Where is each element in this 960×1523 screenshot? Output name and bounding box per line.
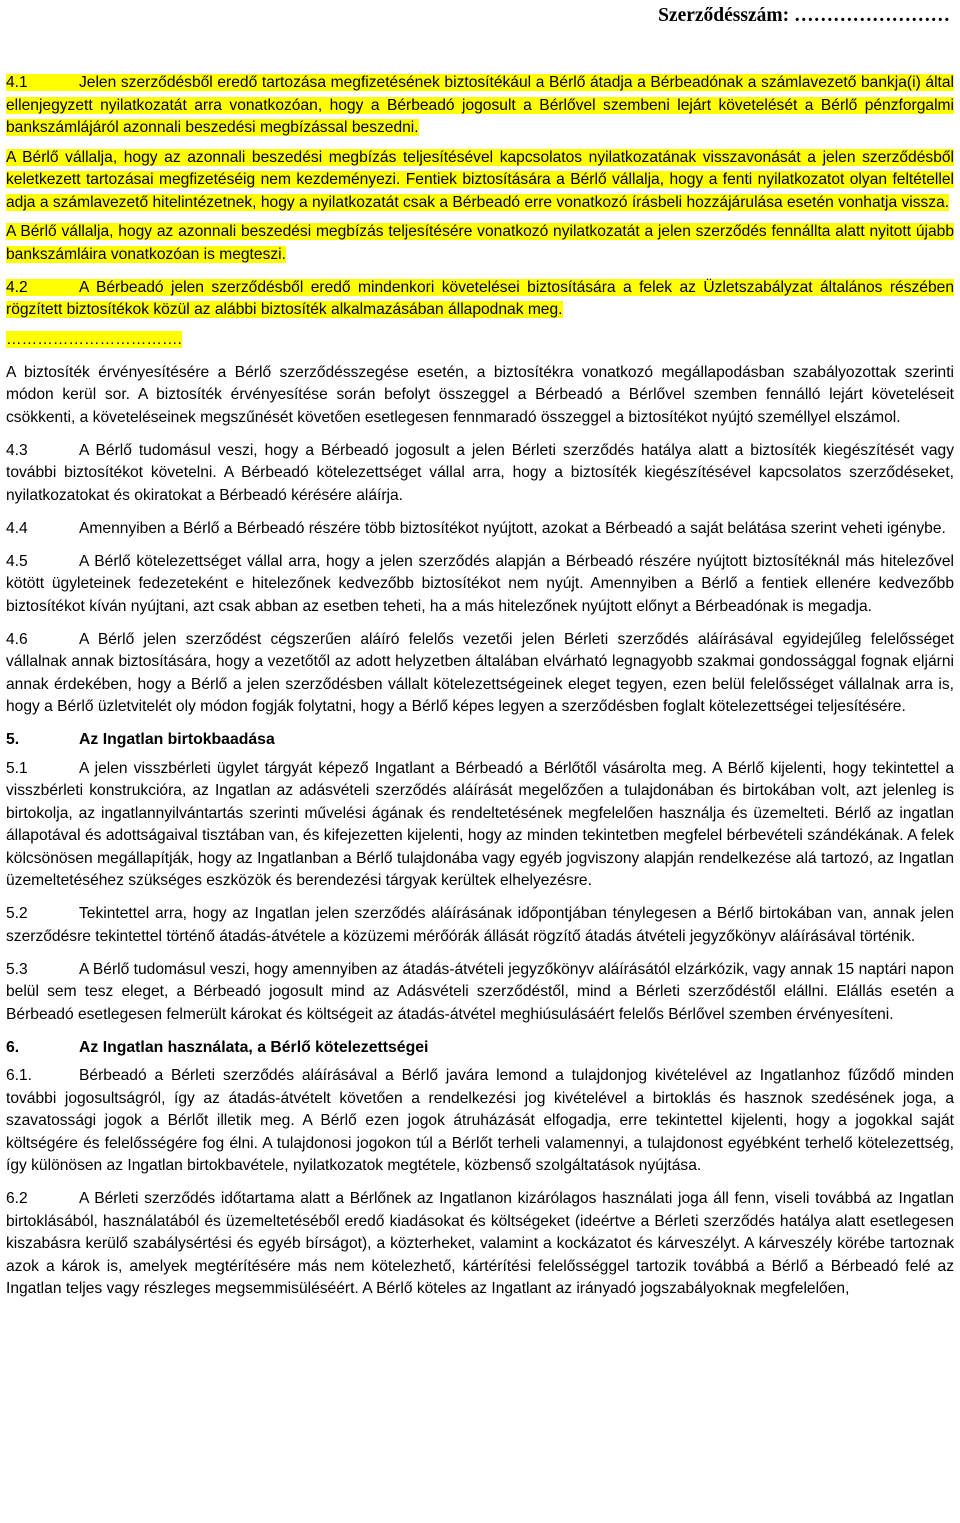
- section-title: Az Ingatlan használata, a Bérlő kötelezettségei: [79, 1038, 429, 1056]
- paragraph-text: Jelen szerződésből eredő tartozása megfizetésének biztosítékául a Bérlő átadja a Bérbeadónak a számlavezető bankja(i) által ellenjegyzett nyilatkozatát arra vonatkozóan, hogy a Bérbeadó jogosult a Bérlővel szembeni lejárt követelését a Bérlő pénzforgalmi bankszámlájáról azonnali beszedési megbízással beszedni.: [6, 74, 954, 136]
- paragraph-6-1: [6, 1065, 954, 1178]
- paragraph-4-1-c: [6, 221, 954, 266]
- paragraph-text: Tekintettel arra, hogy az Ingatlan jelen szerződés aláírásának időpontjában ténylegesen a Bérlő birtokában van, annak jelen szerződésre tekintettel történő átadás-átvétele a közüzemi mérőórák állását rögzítő átadás átvételi jegyzőkönyv aláírásával történik.: [6, 905, 954, 945]
- paragraph-6-2: [6, 1188, 954, 1301]
- paragraph-text: Bérbeadó a Bérleti szerződés aláírásával a Bérlő javára lemond a tulajdonjog kivételével az Ingatlanhoz fűződő minden további jogosultságról, így az átadás-átvételt követően a rendelkezési jog kivételével a birtoklás és hasznok szedésének joga, a szavatossági jogok a Bérlőt illetik meg. A Bérlő ezen jogok átruházását elfogadja, erre tekintettel kijelenti, hogy a jogokkal saját költségére és felelősségére fog élni. A tulajdonosi jogokon túl a Bérlőt terheli valamennyi, a tulajdonost egyébként terhelő kötelezettség, így különösen az Ingatlan birtokbavétele, nyilatkozatok megtétele, közbenső szolgáltatások nyújtása.: [6, 1067, 954, 1174]
- section-number: 4.1: [6, 74, 28, 91]
- section-number: 4.6: [6, 630, 28, 648]
- paragraph-text: A Bérlő vállalja, hogy az azonnali beszedési megbízás teljesítésére vonatkozó nyilatkozatát a jelen szerződés fennállta alatt nyitott újabb bankszámláira vonatkozóan is megteszi.: [6, 223, 954, 263]
- paragraph-4-5: [6, 551, 954, 619]
- section-number: 4.5: [6, 552, 28, 570]
- paragraph-text: A Bérlő kötelezettséget vállal arra, hogy a jelen szerződés alapján a Bérbeadó részére nyújtott biztosítéknál más hitelezővel kötött ügyleteinek fedezeteként e hitelezőnek kedvezőbb biztosítékot nem nyújt. Amennyiben a Bérlő a fentiek ellenére kedvezőbb biztosítékot kíván nyújtani, azt csak abban az esetben teheti, ha a más hitelezőnek nyújtott előnyt a Bérbeadónak is megadja.: [6, 552, 954, 615]
- section-number: 6.1.: [6, 1067, 33, 1084]
- paragraph-4-6: [6, 629, 954, 719]
- paragraph-text: A jelen visszbérleti ügylet tárgyát képező Ingatlant a Bérbeadó a Bérlőtől vásárolta meg. A Bérlő kijelenti, hogy tekintettel a visszbérleti konstrukcióra, az Ingatlan az adásvételi szerződés aláírását megelőzően a tulajdonában és birtokában volt, azt jelenleg is birtokolja, az ingatlannyilvántartás szerinti művelési ágának és rendeltetésének megfelelően használja és üzemelteti. Bérlő az ingatlan állapotával és adottságaival tisztában van, és kifejezetten kijelenti, hogy az minden tekintetben megfelel bérbevételi szándékának. A felek kölcsönösen megállapítják, hogy az Ingatlanban a Bérlő tulajdonába vagy egyéb jogviszony alapján rendelkezése alá tartozó, az Ingatlan üzemeltetéséhez szükséges eszközök és berendezési tárgyak kerültek elhelyezésre.: [6, 759, 954, 889]
- section-6-heading: [6, 1037, 954, 1060]
- section-number: 4.3: [6, 441, 28, 459]
- placeholder-dots: …………………………….: [6, 330, 182, 348]
- section-title: Az Ingatlan birtokbaadása: [79, 731, 275, 748]
- paragraph-5-2: [6, 903, 954, 948]
- paragraph-4-1: [6, 72, 954, 140]
- paragraph-text: A Bérlő tudomásul veszi, hogy a Bérbeadó jogosult a jelen Bérleti szerződés hatálya alatt a biztosíték kiegészítését vagy további biztosítékot követelni. A Bérbeadó kötelezettséget vállal arra, hogy a biztosíték kiegészítésével kapcsolatos szerződéseket, nyilatkozatokat és okiratokat a Bérbeadó kérésére aláírja.: [6, 441, 954, 504]
- paragraph-text: Amennyiben a Bérlő a Bérbeadó részére több biztosítékot nyújtott, azokat a Bérbeadó a saját belátása szerint veheti igénybe.: [79, 519, 946, 537]
- paragraph-text: A Bérleti szerződés időtartama alatt a Bérlőnek az Ingatlanon kizárólagos használati joga áll fenn, viseli továbbá az Ingatlan birtoklásából, használatából és üzemeltetéséből eredő kiadásokat és költségeket (ideértve a Bérleti szerződés hatálya alatt esetlegesen kiszabásra kerülő szabálysértési és egyéb bírságot), a közterheket, valamint a kockázatot és kárveszélyt. A kárveszély körébe tartoznak azok a károk is, amelyek megtérítésére más nem kötelezhető, kártérítési felelősséggel tartozik továbbá a Bérlő a Bérbeadó felé az Ingatlan teljes vagy részleges megsemmisüléséért. A Bérlő köteles az Ingatlant az irányadó jogszabályoknak megfelelően,: [6, 1190, 954, 1297]
- paragraph-4-1-b: [6, 147, 954, 215]
- section-5-heading: [6, 729, 954, 752]
- paragraph-text: A Bérlő tudomásul veszi, hogy amennyiben az átadás-átvételi jegyzőkönyv aláírásától elzárkózik, vagy annak 15 naptári napon belül sem tesz eleget, a Bérbeadó jogosult mind az Adásvételi szerződéstől, mind a Bérleti szerződéstől elállni. Elállás esetén a Bérbeadó esetlegesen felmerült károkat és költségeit az átadás-átvétel meghiúsulásáért felelős Bérlővel szemben érvényesíteni.: [6, 960, 954, 1023]
- paragraph-4-2: [6, 277, 954, 322]
- section-number: 5.3: [6, 960, 28, 978]
- section-number: 4.4: [6, 519, 28, 537]
- paragraph-4-2-b: A biztosíték érvényesítésére a Bérlő szerződésszegése esetén, a biztosítékra vonatkozó megállapodásban szabályozottak szerinti módon kerül sor. A biztosíték érvényesítése során befolyt összeggel a Bérbeadó a Bérlővel szemben fennálló lejárt követeléseit csökkenti, a követeléseinek megszűnését követően esetlegesen fennmaradó összeggel a biztosítékot nyújtó személlyel elszámol.: [6, 363, 954, 426]
- section-number: 6.: [6, 1038, 20, 1056]
- contract-number-header: Szerződésszám: ……………………: [658, 5, 950, 26]
- paragraph-text: A Bérbeadó jelen szerződésből eredő mindenkori követelései biztosítására a felek az Üzletszabályzat általános részében rögzített biztosítékok közül az alábbi biztosíték alkalmazásában állapodnak meg.: [6, 278, 954, 318]
- section-number: 4.2: [6, 278, 28, 296]
- section-number: 5.2: [6, 905, 28, 922]
- paragraph-text: A Bérlő vállalja, hogy az azonnali beszedési megbízás teljesítésével kapcsolatos nyilatkozatának visszavonását a jelen szerződésből keletkezett tartozásai megfizetéséig nem kezdeményezi. Fentiek biztosítására a Bérlő vállalja, hogy a fenti nyilatkozatot olyan feltétellel adja a számlavezető hitelintézetnek, hogy a nyilatkozatát csak a Bérbeadó erre vonatkozó írásbeli hozzájárulása esetén vonhatja vissza.: [6, 148, 954, 211]
- section-number: 6.2: [6, 1190, 28, 1207]
- section-number: 5.1: [6, 759, 28, 777]
- section-number: 5.: [6, 731, 20, 748]
- paragraph-5-1: [6, 758, 954, 893]
- paragraph-5-3: [6, 959, 954, 1027]
- paragraph-4-3: [6, 440, 954, 508]
- paragraph-4-4: [6, 518, 954, 541]
- paragraph-text: A Bérlő jelen szerződést cégszerűen aláíró felelős vezetői jelen Bérleti szerződés aláírásával egyidejűleg felelősséget vállalnak annak biztosítására, hogy a vezetőtől az adott helyzetben általában elvárható legnagyobb szakmai gondossággal fognak eljárni annak érdekében, hogy a Bérlő a jelen szerződésben vállalt kötelezettségeinek eleget tegyen, ezen belül felelősséget vállalnak arra is, hogy a Bérlő üzletvitelét oly módon fogják folytatni, hogy a Bérlő képes legyen a szerződésben foglalt kötelezettségei teljesítésére.: [6, 630, 954, 715]
- document-body: [6, 72, 954, 1311]
